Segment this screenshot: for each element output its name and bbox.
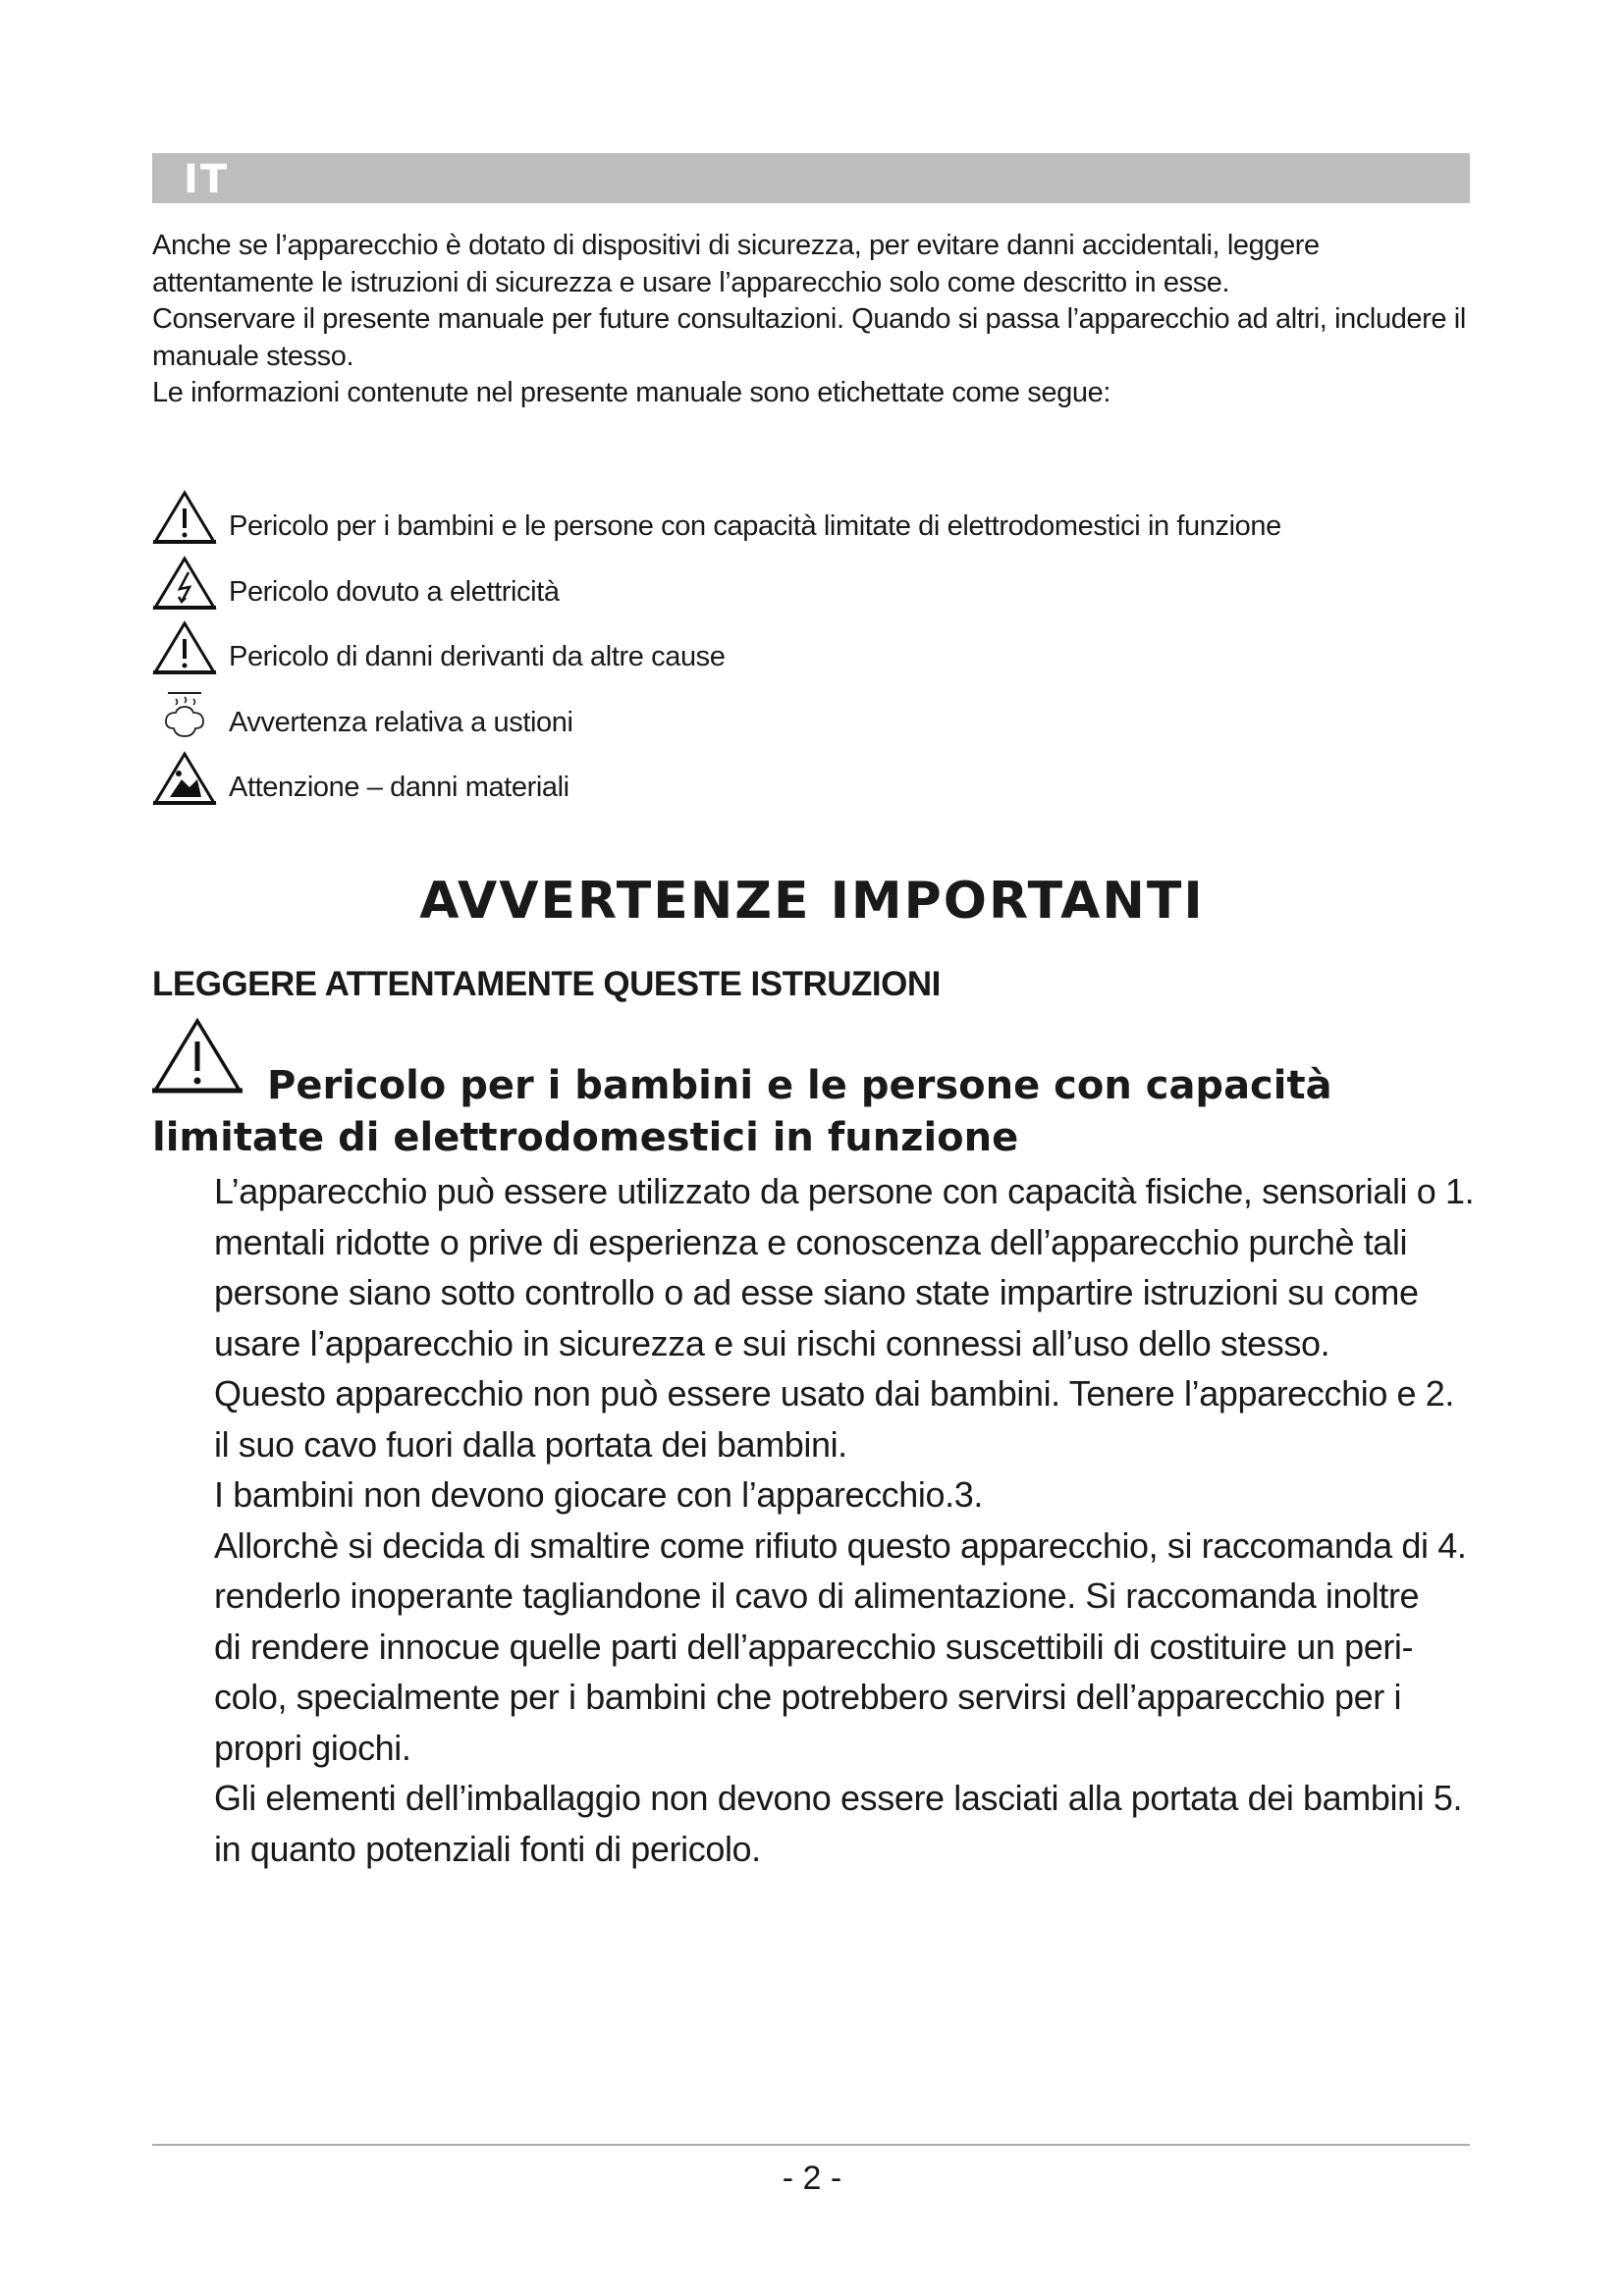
legend-label: Avvertenza relativa a ustioni	[229, 706, 573, 738]
section-heading	[152, 1060, 1488, 1164]
burn-hazard-icon	[152, 685, 217, 742]
body-line: Questo apparecchio non può essere usato dai bambini. Tenere l’apparecchio e 2.	[214, 1373, 1454, 1414]
warning-exclamation-icon	[152, 619, 217, 676]
page-subtitle: LEGGERE ATTENTAMENTE QUESTE ISTRUZIONI	[152, 965, 941, 1003]
intro-paragraph: Conservare il presente manuale per future consultazioni. Quando si passa l’apparecchio ad altri, includere il manuale stesso.	[152, 303, 1466, 372]
language-header-bar	[152, 153, 1470, 203]
body-line: colo, specialmente per i bambini che potrebbero servirsi dell’apparecchio per i	[214, 1677, 1402, 1717]
legend-item	[152, 555, 1429, 620]
intro-paragraph: Anche se l’apparecchio è dotato di dispositivi di sicurezza, per evitare danni accidentali, leggere attentamente le istruzioni di sicurezza e usare l’apparecchio solo come descritto in esse.	[152, 230, 1320, 298]
body-line: il suo cavo fuori dalla portata dei bambini.	[214, 1423, 847, 1465]
section-heading-line: Pericolo per i bambini e le persone con capacità	[267, 1063, 1332, 1108]
body-line: renderlo inoperante tagliandone il cavo di alimentazione. Si raccomanda inoltre	[214, 1575, 1420, 1616]
legend-label: Attenzione – danni materiali	[229, 772, 569, 803]
electric-hazard-icon	[152, 555, 217, 612]
language-tag: IT	[184, 157, 230, 202]
body-line: di rendere innocue quelle parti dell’apparecchio suscettibili di costituire un peri-	[214, 1626, 1414, 1667]
legend-item	[152, 619, 1429, 685]
material-damage-icon	[152, 750, 217, 807]
legend-label: Pericolo dovuto a elettricità	[229, 575, 560, 608]
legend-item	[152, 489, 1429, 555]
footer-divider	[152, 2144, 1470, 2146]
section-heading-line: limitate di elettrodomestici in funzione	[152, 1115, 1019, 1160]
body-line: Gli elementi dell’imballaggio non devono essere lasciati alla portata dei bambini 5.	[214, 1778, 1463, 1818]
legend-label: Pericolo di danni derivanti da altre cause	[229, 641, 726, 672]
body-line: propri giochi.	[214, 1727, 411, 1768]
legend-label: Pericolo per i bambini e le persone con capacità limitate di elettrodomestici in funzione	[229, 510, 1281, 542]
warning-exclamation-icon	[152, 489, 217, 546]
page-title: AVVERTENZE IMPORTANTI	[419, 872, 1205, 931]
safety-instructions	[214, 1166, 1530, 1874]
body-line: I bambini non devono giocare con l’apparecchio.3.	[214, 1474, 983, 1515]
body-line: mentali ridotte o prive di esperienza e conoscenza dell’apparecchio purchè tali	[214, 1221, 1408, 1262]
body-line: persone siano sotto controllo o ad esse siano state impartire istruzioni su come	[214, 1272, 1419, 1312]
symbol-legend	[152, 489, 1429, 816]
body-line: usare l’apparecchio in sicurezza e sui rischi connessi all’uso dello stesso.	[214, 1322, 1330, 1363]
legend-item	[152, 750, 1429, 816]
body-line: L’apparecchio può essere utilizzato da persone con capacità fisiche, sensoriali o 1.	[214, 1171, 1475, 1211]
page-number: - 2 -	[782, 2160, 842, 2197]
legend-item	[152, 685, 1429, 751]
body-line: Allorchè si decida di smaltire come rifiuto questo apparecchio, si raccomanda di 4.	[214, 1524, 1467, 1566]
intro-paragraph: Le informazioni contenute nel presente manuale sono etichettate come segue:	[152, 377, 1110, 408]
intro-text	[152, 228, 1488, 412]
body-line: in quanto potenziali fonti di pericolo.	[214, 1828, 761, 1869]
